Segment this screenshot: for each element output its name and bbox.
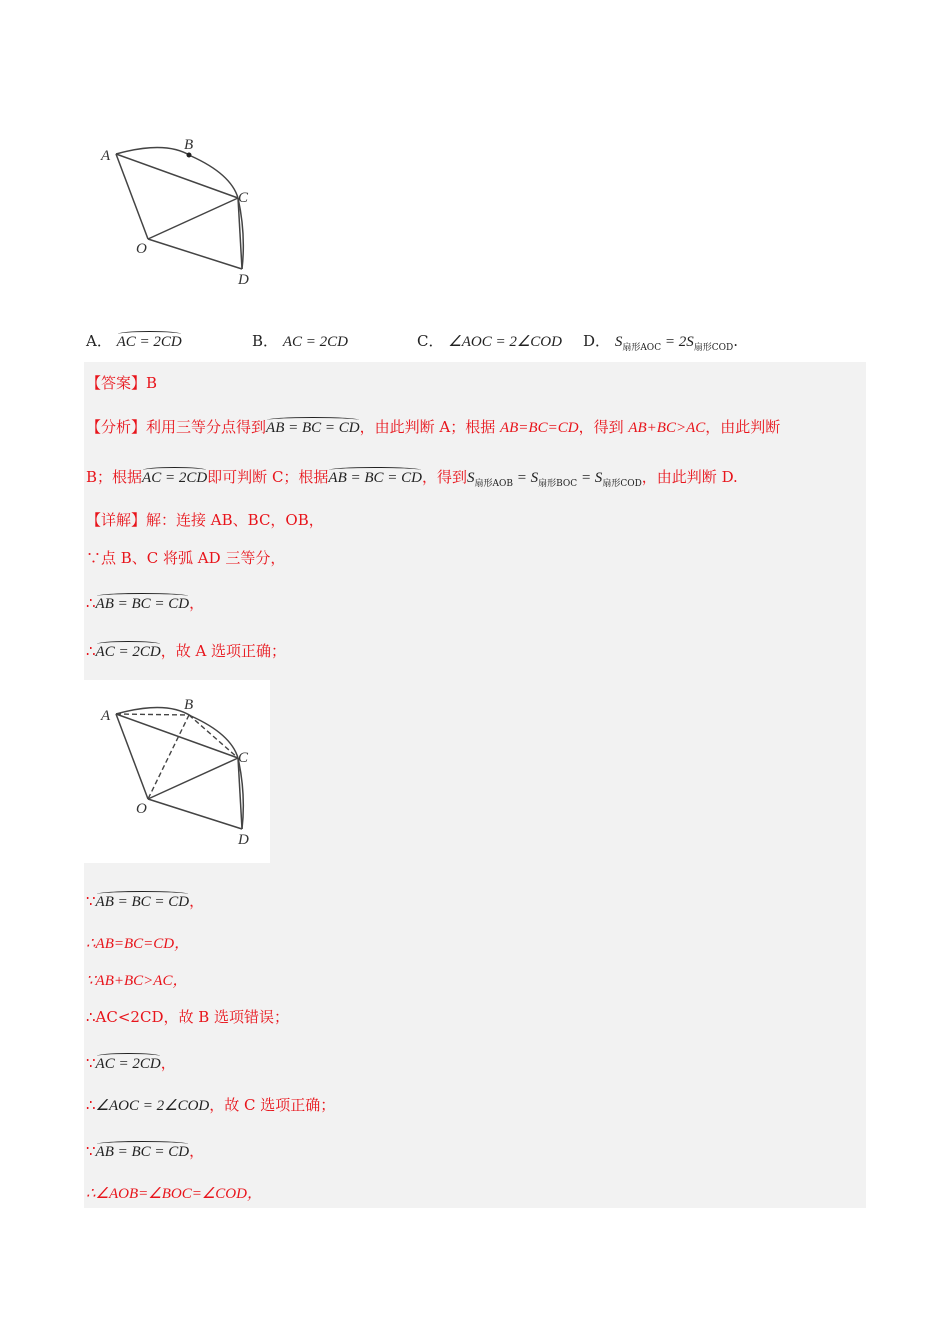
analysis-label: 【分析】	[86, 418, 147, 436]
segment-ac	[116, 154, 238, 198]
detail-line-3	[86, 640, 286, 661]
arc-expression: AC = 2CD	[142, 470, 208, 486]
option-b[interactable]	[252, 330, 348, 351]
arc-expression: AB = BC = CD	[266, 420, 360, 436]
dashed-bc	[189, 715, 238, 758]
analysis-text: ，由此判断	[705, 418, 781, 436]
option-d-tail: .	[733, 332, 738, 350]
subscript: 扇形COD	[602, 479, 642, 489]
subscript: 扇形AOB	[474, 479, 514, 489]
detail-text: ，	[189, 892, 205, 910]
answer-line	[86, 372, 157, 393]
detail-line-8	[86, 1052, 176, 1073]
detail-text: ，	[160, 1054, 176, 1072]
math-expression: = S	[513, 470, 539, 486]
analysis-text: ，得到	[578, 418, 629, 436]
detail-line-7: ∴AC<2CD，故 B 选项错误；	[86, 1008, 290, 1026]
detail-line-10	[86, 1140, 204, 1161]
option-d-s2: = 2S	[661, 334, 694, 350]
answer-value: B	[146, 374, 158, 392]
label-o: O	[136, 801, 147, 817]
analysis-text: B；根据	[86, 468, 143, 486]
detail-line-4	[86, 890, 204, 911]
option-a-expr: AC = 2CD	[116, 334, 182, 350]
segment-ao	[116, 714, 148, 799]
arc-expression: AC = 2CD	[95, 1056, 161, 1072]
option-d-label: D．	[583, 332, 611, 350]
arc-ac	[116, 707, 238, 758]
analysis-text: 利用三等分点得到	[146, 418, 267, 436]
option-c-expr: ∠AOC = 2∠COD	[448, 334, 562, 350]
option-c[interactable]	[417, 330, 562, 351]
detail-line-intro	[86, 509, 324, 530]
option-d-s1: S	[614, 334, 623, 350]
analysis-line-1	[86, 416, 780, 437]
arc-expression: AC = 2CD	[95, 644, 161, 660]
geometry-figure-2	[96, 694, 266, 854]
detail-text: ，故 A 选项正确；	[160, 642, 287, 660]
arc-expression: AB = BC = CD	[95, 1144, 190, 1160]
arc-expression: AB = BC = CD	[95, 894, 190, 910]
detail-text: ∵	[86, 892, 96, 910]
analysis-text: ，由此判断 D.	[641, 468, 738, 486]
segment-ac	[116, 714, 238, 758]
detail-text: ∴	[86, 1096, 96, 1114]
segment-od	[148, 799, 242, 829]
detail-line-11: ∴∠AOB=∠BOC=∠COD，	[86, 1186, 262, 1202]
label-b: B	[184, 137, 194, 153]
math-expression: AB=BC=CD	[499, 420, 579, 436]
label-o: O	[136, 241, 147, 257]
option-b-expr: AC = 2CD	[282, 334, 348, 350]
detail-line-6: ∵AB+BC>AC，	[86, 973, 188, 989]
math-expression: S	[467, 470, 475, 486]
detail-text: ∵	[86, 1142, 96, 1160]
detail-line-5: ∴AB=BC=CD，	[86, 936, 190, 952]
option-c-label: C．	[417, 332, 444, 350]
detail-text: ∴	[86, 594, 96, 612]
detail-text: 解：连接 AB、BC，OB，	[146, 511, 324, 529]
label-d: D	[238, 272, 249, 288]
detail-line-2	[86, 592, 204, 613]
segment-ao	[116, 154, 148, 239]
answer-label: 【答案】	[86, 374, 147, 392]
label-a: A	[101, 708, 111, 724]
detail-text: ∴	[86, 642, 96, 660]
option-d-sub2: 扇形COD	[693, 343, 734, 353]
detail-text: ，	[189, 594, 205, 612]
label-c: C	[238, 190, 249, 206]
segment-od	[148, 239, 242, 269]
detail-line-1: ∵点 B、C 将弧 AD 三等分，	[86, 549, 286, 567]
detail-text: ∵	[86, 1054, 96, 1072]
label-b: B	[184, 697, 194, 713]
geometry-figure-1	[96, 134, 266, 294]
subscript: 扇形BOC	[538, 479, 578, 489]
option-a[interactable]	[86, 330, 182, 351]
dashed-ab	[116, 714, 189, 715]
option-a-label: A．	[86, 332, 112, 350]
math-expression: = S	[577, 470, 603, 486]
option-d[interactable]	[583, 330, 738, 353]
detail-text: ，	[189, 1142, 205, 1160]
label-a: A	[101, 148, 111, 164]
option-b-label: B．	[252, 332, 279, 350]
arc-expression: AB = BC = CD	[95, 596, 190, 612]
detail-label: 【详解】	[86, 511, 147, 529]
point-b	[187, 153, 192, 158]
analysis-text: ，得到	[422, 468, 468, 486]
segment-oc	[148, 758, 238, 799]
analysis-text: 即可判断 C；根据	[207, 468, 329, 486]
math-expression: ∠AOC = 2∠COD	[95, 1098, 210, 1114]
arc-expression: AB = BC = CD	[328, 470, 422, 486]
option-d-sub1: 扇形AOC	[622, 343, 662, 353]
arc-ac	[116, 147, 238, 198]
detail-text: ，故 C 选项正确；	[209, 1096, 336, 1114]
label-c: C	[238, 750, 249, 766]
segment-oc	[148, 198, 238, 239]
detail-line-9	[86, 1094, 335, 1115]
analysis-line-2	[86, 466, 738, 489]
label-d: D	[238, 832, 249, 848]
answer-options	[86, 326, 866, 352]
math-expression: AB+BC>AC	[628, 420, 706, 436]
analysis-text: ，由此判断 A；根据	[359, 418, 500, 436]
